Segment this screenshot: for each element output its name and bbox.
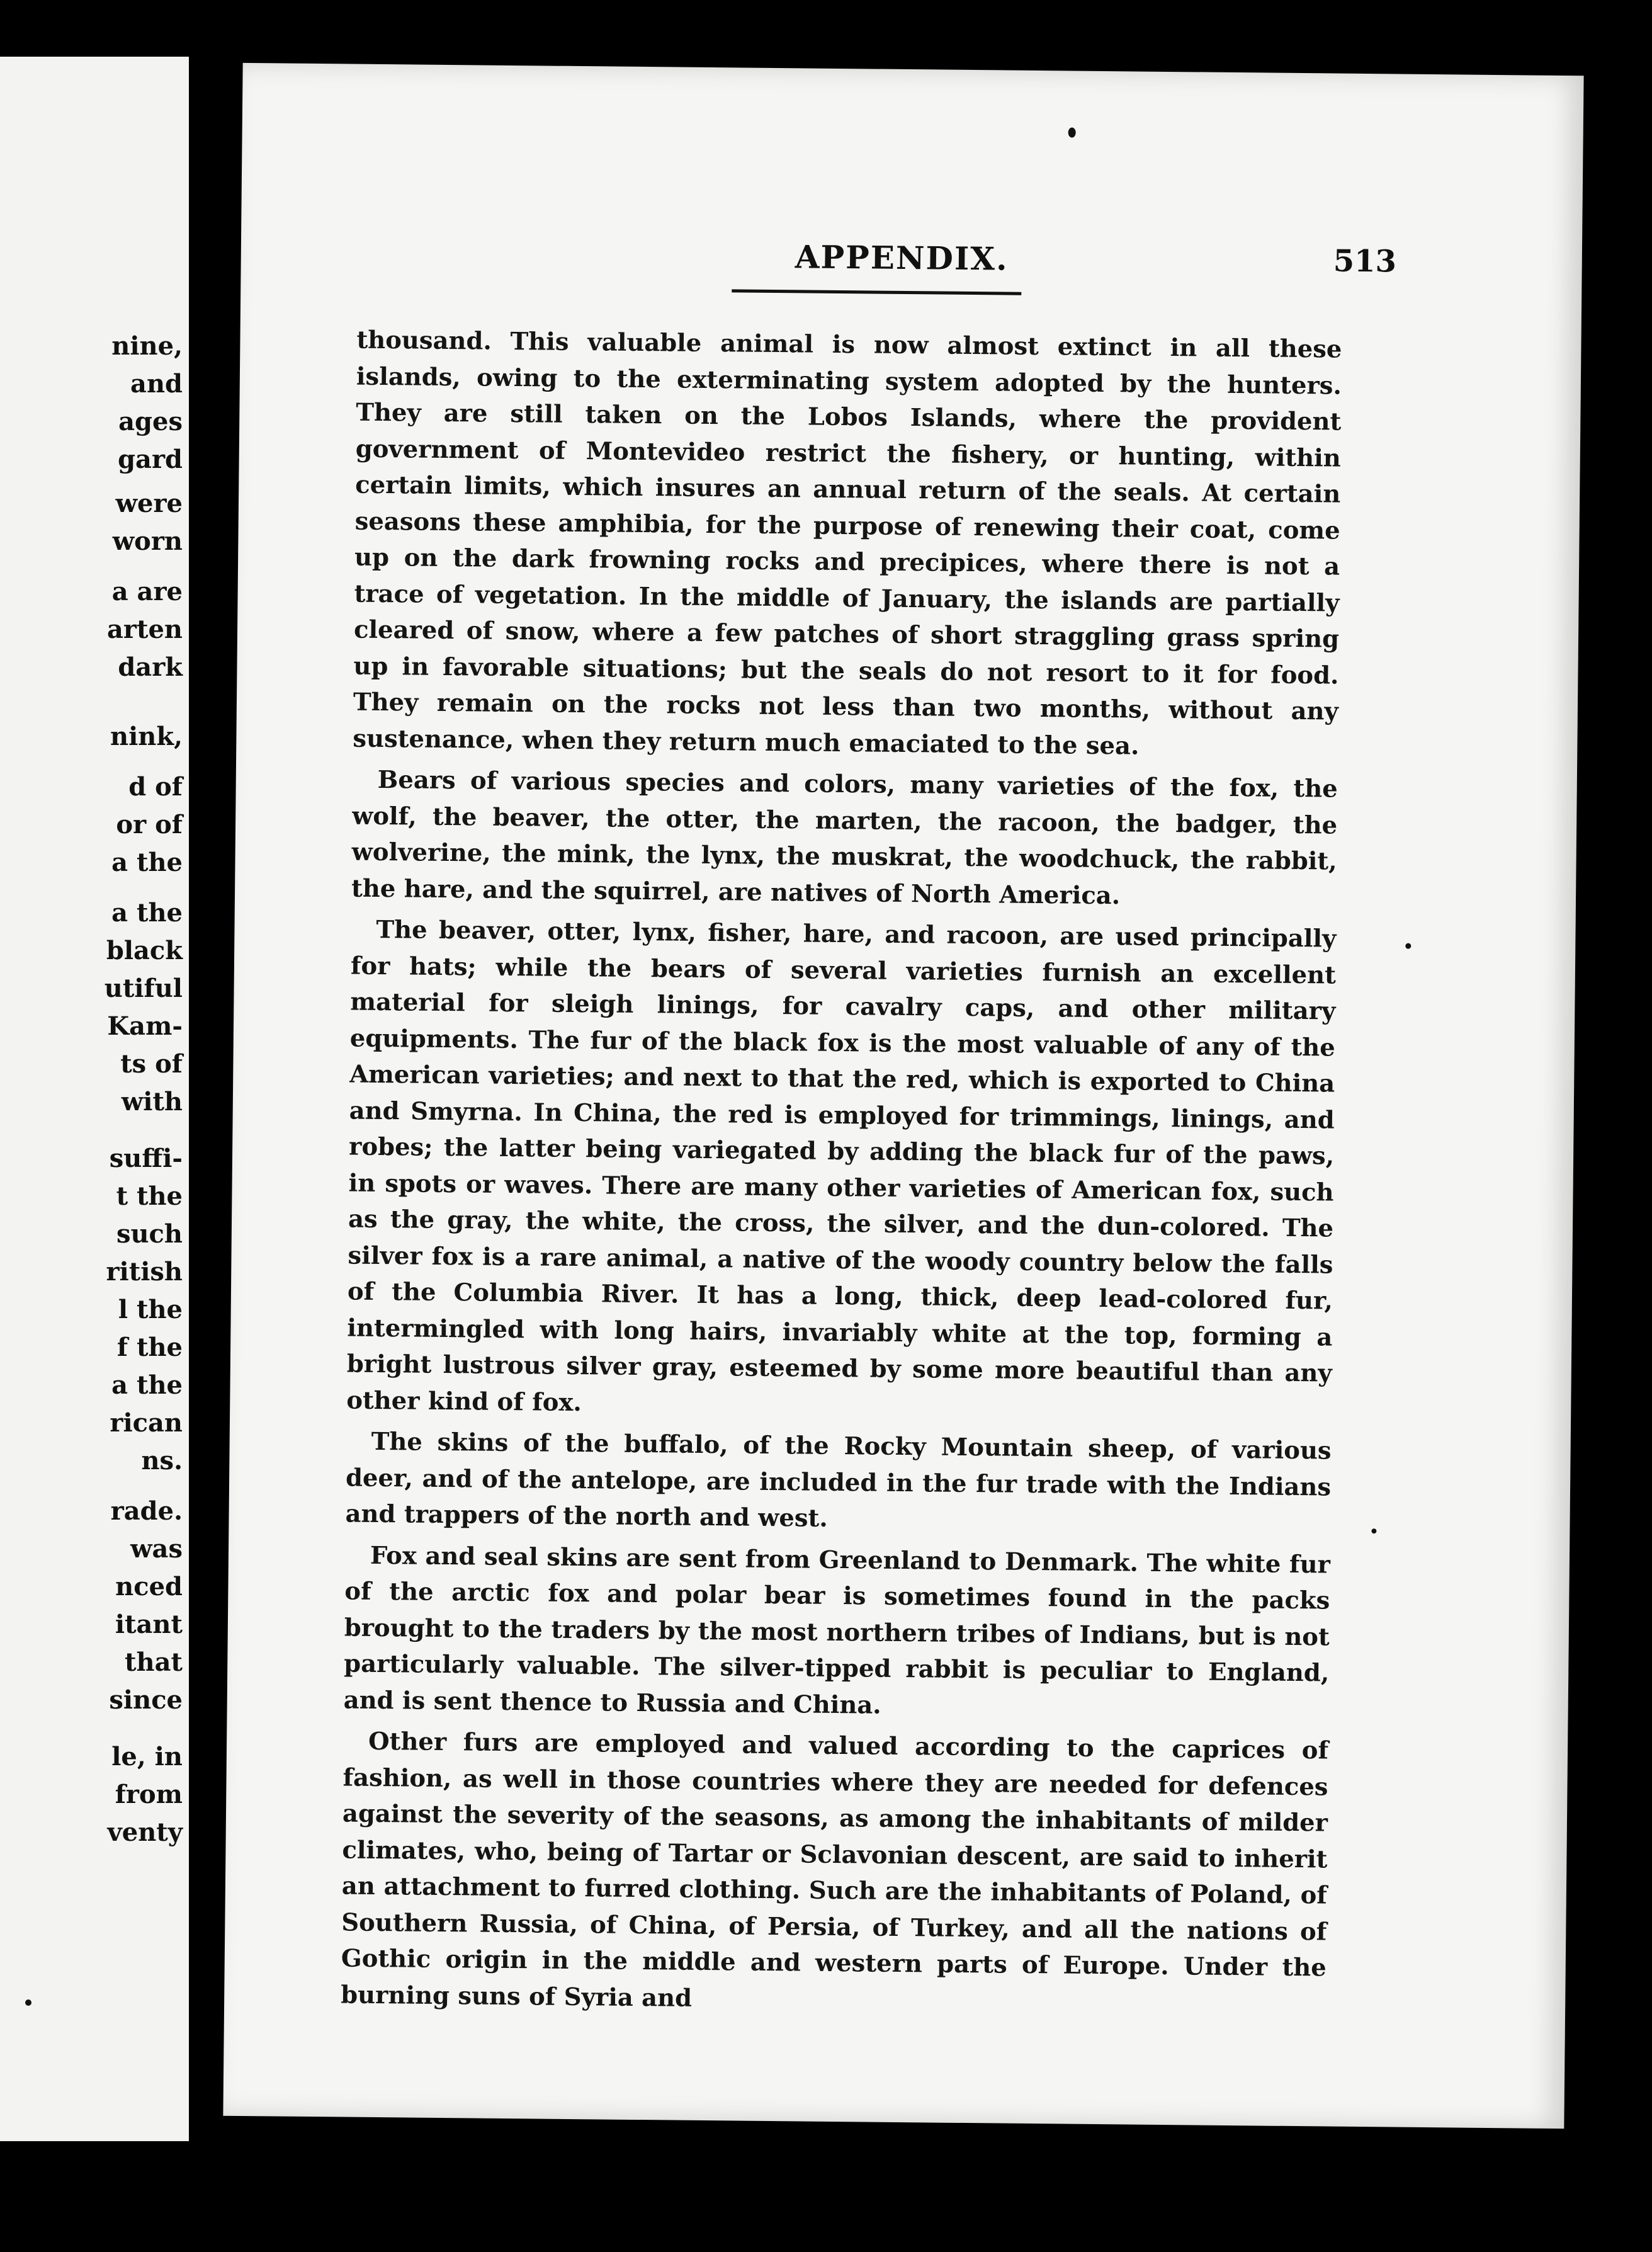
facing-page-line-fragment: a are [111,577,183,606]
facing-page-line-fragment: was [130,1534,183,1564]
facing-page-edge [0,57,189,2141]
facing-page-line-fragment: nced [115,1572,183,1601]
facing-page-line-fragment: from [115,1780,183,1809]
facing-page-line-fragment: ages [118,407,183,436]
facing-page-line-fragment: worn [112,526,183,556]
paragraph: Bears of various species and colors, many varieties of the fox, the wolf, the beaver, the otter, the marten, the racoon, the badger, the wolverine, the mink, the lynx, the muskrat, the woodchuck, the rabbit, the hare, and the squirrel, are natives of North America. [351,765,1338,910]
book-page [223,63,1583,2129]
facing-page-line-fragment: or of [116,810,183,839]
facing-page-line-fragment: t the [116,1181,183,1211]
facing-page-line-fragment: black [106,936,183,965]
facing-page-line-fragment: nine, [111,331,183,361]
paragraph: Fox and seal skins are sent from Greenland to Denmark. The white fur of the arctic fox and polar bear is sometimes found in the packs brought to the traders by the most northern tribes of Indians, but is not particularly valuable. The silver-tipped rabbit is peculiar to England, and is sent thence to Russia and China. [343,1541,1331,1720]
facing-page-line-fragment: were [115,489,183,518]
facing-page-line-fragment: since [109,1685,183,1715]
facing-page-line-fragment: a the [111,848,183,877]
facing-page-line-fragment: rade. [110,1496,183,1526]
facing-page-line-fragment: itant [115,1610,183,1639]
facing-page-line-fragment: ritish [106,1257,183,1287]
facing-page-line-fragment: arten [107,615,183,644]
facing-page-line-fragment: gard [118,445,183,474]
facing-page-line-fragment: dark [118,652,183,682]
facing-page-line-fragment: a the [111,1370,183,1400]
facing-page-line-fragment: a the [111,898,183,928]
paragraph: The skins of the buffalo, of the Rocky Mountain sheep, of various deer, and of the antelope, are included in the fur trade with the Indians and trappers of the north and west. [345,1427,1332,1533]
page-header [240,233,1582,296]
facing-page-line-fragment: with [121,1087,183,1117]
header-rule [732,289,1021,295]
facing-page-line-fragment: le, in [111,1742,183,1771]
paragraph: thousand. This valuable animal is now almost extinct in all these islands, owing to the exterminating system adopted by the hunters. They are still taken on the Lobos Islands, where the provident government of Montevideo restrict the fishery, or hunting, within certain limits, which insures an annual return of the seals. At certain seasons these amphibia, for the purpose of renewing their coat, come up on the dark frowning rocks and precipices, where there is not a trace of vegetation. In the middle of January, the islands are partially cleared of snow, where a few patches of short straggling grass spring up in favorable situations; but the seals do not resort to it for food. They remain on the rocks not less than two months, without any sustenance, when they return much emaciated to the sea. [353,326,1342,761]
facing-page-line-fragment: ns. [141,1446,183,1476]
facing-page-line-fragment: and [130,369,183,399]
ink-speck [1371,1528,1376,1533]
facing-page-line-fragment: suffi- [109,1144,183,1173]
facing-page-line-fragment: f the [116,1333,183,1362]
facing-page-line-fragment: that [125,1647,183,1677]
facing-page-line-fragment: ts of [120,1049,183,1079]
facing-page-line-fragment: d of [128,772,183,802]
facing-page-line-fragment: venty [107,1817,183,1847]
ink-speck [1068,127,1076,137]
body-text [341,322,1342,2028]
ink-speck [1405,943,1411,949]
page-number: 513 [1333,243,1397,280]
running-head: APPENDIX. [795,238,1009,278]
ink-speck [25,1999,31,2006]
facing-page-line-fragment: rican [110,1408,183,1438]
facing-page-line-fragment: nink, [110,722,183,751]
facing-page-line-fragment: such [116,1219,183,1249]
paragraph: Other furs are employed and valued according to the caprices of fashion, as well in those countries where they are needed for defences against the severity of the seasons, as among the inhabitants of milder climates, who, being of Tartar or Sclavonian descent, are said to inherit an attachment to furred clothing. Such are the inhabitants of Poland, of Southern Russia, of China, of Persia, of Turkey, and all the nations of Gothic origin in the middle and western parts of Europe. Under the burning suns of Syria and [341,1727,1329,2013]
facing-page-line-fragment: utiful [104,974,183,1003]
facing-page-line-fragment: l the [118,1295,183,1324]
facing-page-line-fragment: Kam- [107,1011,183,1041]
paragraph: The beaver, otter, lynx, fisher, hare, and racoon, are used principally for hats; while the bears of several varieties furnish an excellent material for sleigh linings, for cavalry caps, and other military equipments. The fur of the black fox is the most valuable of any of the American varieties; and next to that the red, which is exported to China and Smyrna. In China, the red is employed for trimmings, linings, and robes; the latter being variegated by adding the black fur of the paws, in spots or waves. There are many other varieties of American fox, such as the gray, the white, the cross, the silver, and the dun-colored. The silver fox is a rare animal, a native of the woody country below the falls of the Columbia River. It has a long, thick, deep lead-colored fur, intermingled with long hairs, invariably white at the top, forming a bright lustrous silver gray, esteemed by some more beautiful than any other kind of fox. [346,915,1337,1417]
